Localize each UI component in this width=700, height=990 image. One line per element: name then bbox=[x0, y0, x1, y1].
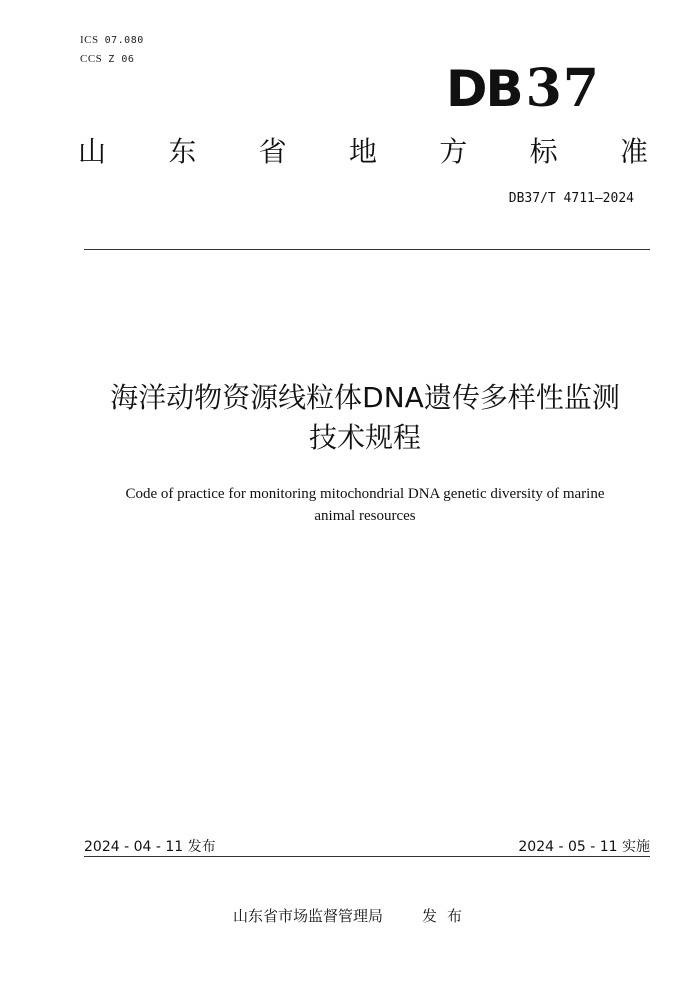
standard-type-char: 山 bbox=[78, 135, 107, 168]
title-cn-line-2: 技术规程 bbox=[308, 421, 421, 454]
standard-type-heading bbox=[78, 134, 648, 170]
title-cn-line-1: 海洋动物资源线粒体DNA遗传多样性监测 bbox=[110, 381, 620, 414]
logo-letters: DB bbox=[446, 60, 522, 118]
issuer-action-char: 布 bbox=[447, 907, 463, 925]
issue-date: 2024 - 04 - 11 发布 bbox=[84, 839, 216, 855]
logo-number: 37 bbox=[525, 58, 600, 119]
standard-type-char: 东 bbox=[168, 135, 197, 168]
issuing-authority bbox=[0, 905, 700, 926]
ics-classification bbox=[80, 34, 144, 46]
standard-type-char: 标 bbox=[529, 135, 558, 168]
standard-type-char: 准 bbox=[619, 135, 648, 168]
title-en-line-1: Code of practice for monitoring mitochondrial DNA genetic diversity of marine bbox=[125, 486, 605, 502]
issuer-action bbox=[417, 907, 467, 925]
implementation-date: 2024 - 05 - 11 实施 bbox=[518, 839, 650, 855]
ics-label: ICS bbox=[80, 34, 99, 46]
standard-type-char: 地 bbox=[348, 135, 377, 168]
ccs-classification bbox=[80, 53, 134, 65]
document-title-cn bbox=[60, 378, 670, 458]
footer-divider bbox=[84, 856, 650, 857]
header-divider bbox=[84, 249, 650, 250]
standard-type-char: 方 bbox=[439, 135, 468, 168]
standard-type-char: 省 bbox=[258, 135, 287, 168]
standard-number: DB37/T 4711—2024 bbox=[508, 191, 634, 206]
title-en-line-2: animal resources bbox=[314, 508, 416, 524]
ccs-code: Z 06 bbox=[108, 54, 135, 65]
ccs-label: CCS bbox=[80, 53, 103, 65]
issuer-org: 山东省市场监督管理局 bbox=[232, 907, 383, 925]
document-title-en bbox=[90, 483, 640, 527]
issuer-action-char: 发 bbox=[421, 907, 437, 925]
db37-logo bbox=[446, 58, 600, 119]
ics-code: 07.080 bbox=[104, 35, 144, 46]
